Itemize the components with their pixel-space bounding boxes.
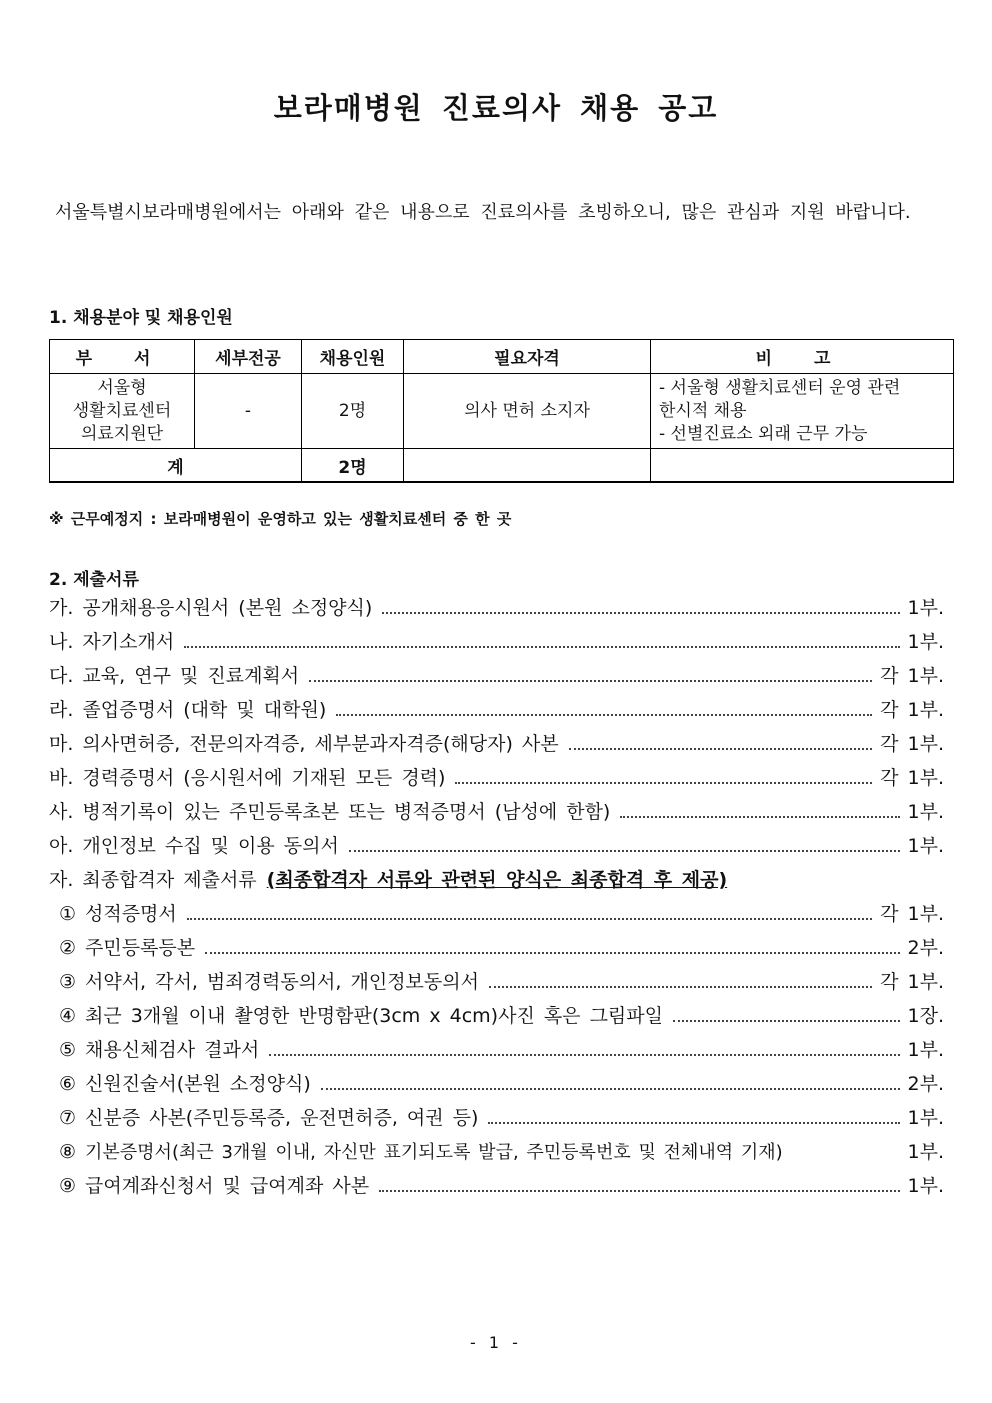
dot-leader [205,951,899,954]
list-item: 나. 자기소개서 1부. [49,631,944,653]
cell-subspecialty: - [195,374,302,449]
table-row [50,374,954,449]
dot-leader [309,679,872,682]
dot-leader [673,1019,900,1022]
dot-leader [321,1087,900,1090]
list-item: ⑥ 신원진술서(본원 소정양식) 2부. [59,1073,944,1095]
total-count: 2명 [302,449,404,483]
header-subspecialty: 세부전공 [195,340,302,374]
list-item: 아. 개인정보 수집 및 이용 동의서 1부. [49,835,944,857]
header-note: 비 고 [651,340,954,374]
header-qualification: 필요자격 [404,340,651,374]
total-label: 계 [50,449,302,483]
list-item: ① 성적증명서 각 1부. [59,903,944,925]
header-dept: 부 서 [50,340,195,374]
dot-leader [569,747,873,750]
cell-count: 2명 [302,374,404,449]
dot-leader [620,815,899,818]
intro-paragraph: 서울특별시보라매병원에서는 아래와 같은 내용으로 진료의사를 초빙하오니, 많은 관심과 지원 바랍니다. [55,202,911,223]
dot-leader [455,781,872,784]
list-item: 바. 경력증명서 (응시원서에 기재된 모든 경력) 각 1부. [49,767,944,789]
cell-dept: 서울형 생활치료센터 의료지원단 [50,374,195,449]
cell-note: - 서울형 생활치료센터 운영 관련 한시적 채용 - 선별진료소 외래 근무 가능 [651,374,954,449]
list-item: 가. 공개채용응시원서 (본원 소정양식) 1부. [49,597,944,619]
list-item: ④ 최근 3개월 이내 촬영한 반명함판(3cm x 4cm)사진 혹은 그림파일 1장. [59,1005,944,1027]
final-docs-emphasis: (최종합격자 서류와 관련된 양식은 최종합격 후 제공) [266,869,728,891]
dot-leader [269,1053,899,1056]
section-heading-recruitment: 1. 채용분야 및 채용인원 [49,308,233,328]
list-item: 사. 병적기록이 있는 주민등록초본 또는 병적증명서 (남성에 한함) 1부. [49,801,944,823]
page-title: 보라매병원 진료의사 채용 공고 [273,91,719,125]
list-item-final-docs: 자. 최종합격자 제출서류 (최종합격자 서류와 관련된 양식은 최종합격 후 제공) [49,863,944,897]
dot-leader [489,985,872,988]
list-item: ⑦ 신분증 사본(주민등록증, 운전면허증, 여권 등) 1부. [59,1107,944,1129]
list-item: ⑨ 급여계좌신청서 및 급여계좌 사본 1부. [59,1175,944,1197]
page-number: - 1 - [470,1333,522,1352]
table-total-row [50,449,954,483]
total-empty-note [651,449,954,483]
table-header-row [50,340,954,374]
dot-leader [382,611,899,614]
dot-leader [349,849,900,852]
dot-leader [336,713,872,716]
total-empty-qual [404,449,651,483]
section-heading-documents: 2. 제출서류 [49,570,139,590]
dot-leader [187,917,872,920]
dot-leader [488,1121,899,1124]
cell-qualification: 의사 면허 소지자 [404,374,651,449]
list-item: ③ 서약서, 각서, 범죄경력동의서, 개인정보동의서 각 1부. [59,971,944,993]
list-item: ⑧ 기본증명서(최근 3개월 이내, 자신만 표기되도록 발급, 주민등록번호 및 전체내역 기재) 1부. [59,1141,944,1163]
dot-leader [184,645,899,648]
list-item: 다. 교육, 연구 및 진료계획서 각 1부. [49,665,944,687]
list-item: 라. 졸업증명서 (대학 및 대학원) 각 1부. [49,699,944,721]
list-item: ⑤ 채용신체검사 결과서 1부. [59,1039,944,1061]
list-item: 마. 의사면허증, 전문의자격증, 세부분과자격증(해당자) 사본 각 1부. [49,733,944,755]
list-item: ② 주민등록등본 2부. [59,937,944,959]
dot-leader [379,1189,899,1192]
header-count: 채용인원 [302,340,404,374]
document-list [49,591,944,1203]
recruitment-table [49,339,954,483]
workplace-note: ※ 근무예정지 : 보라매병원이 운영하고 있는 생활치료센터 중 한 곳 [49,510,512,528]
